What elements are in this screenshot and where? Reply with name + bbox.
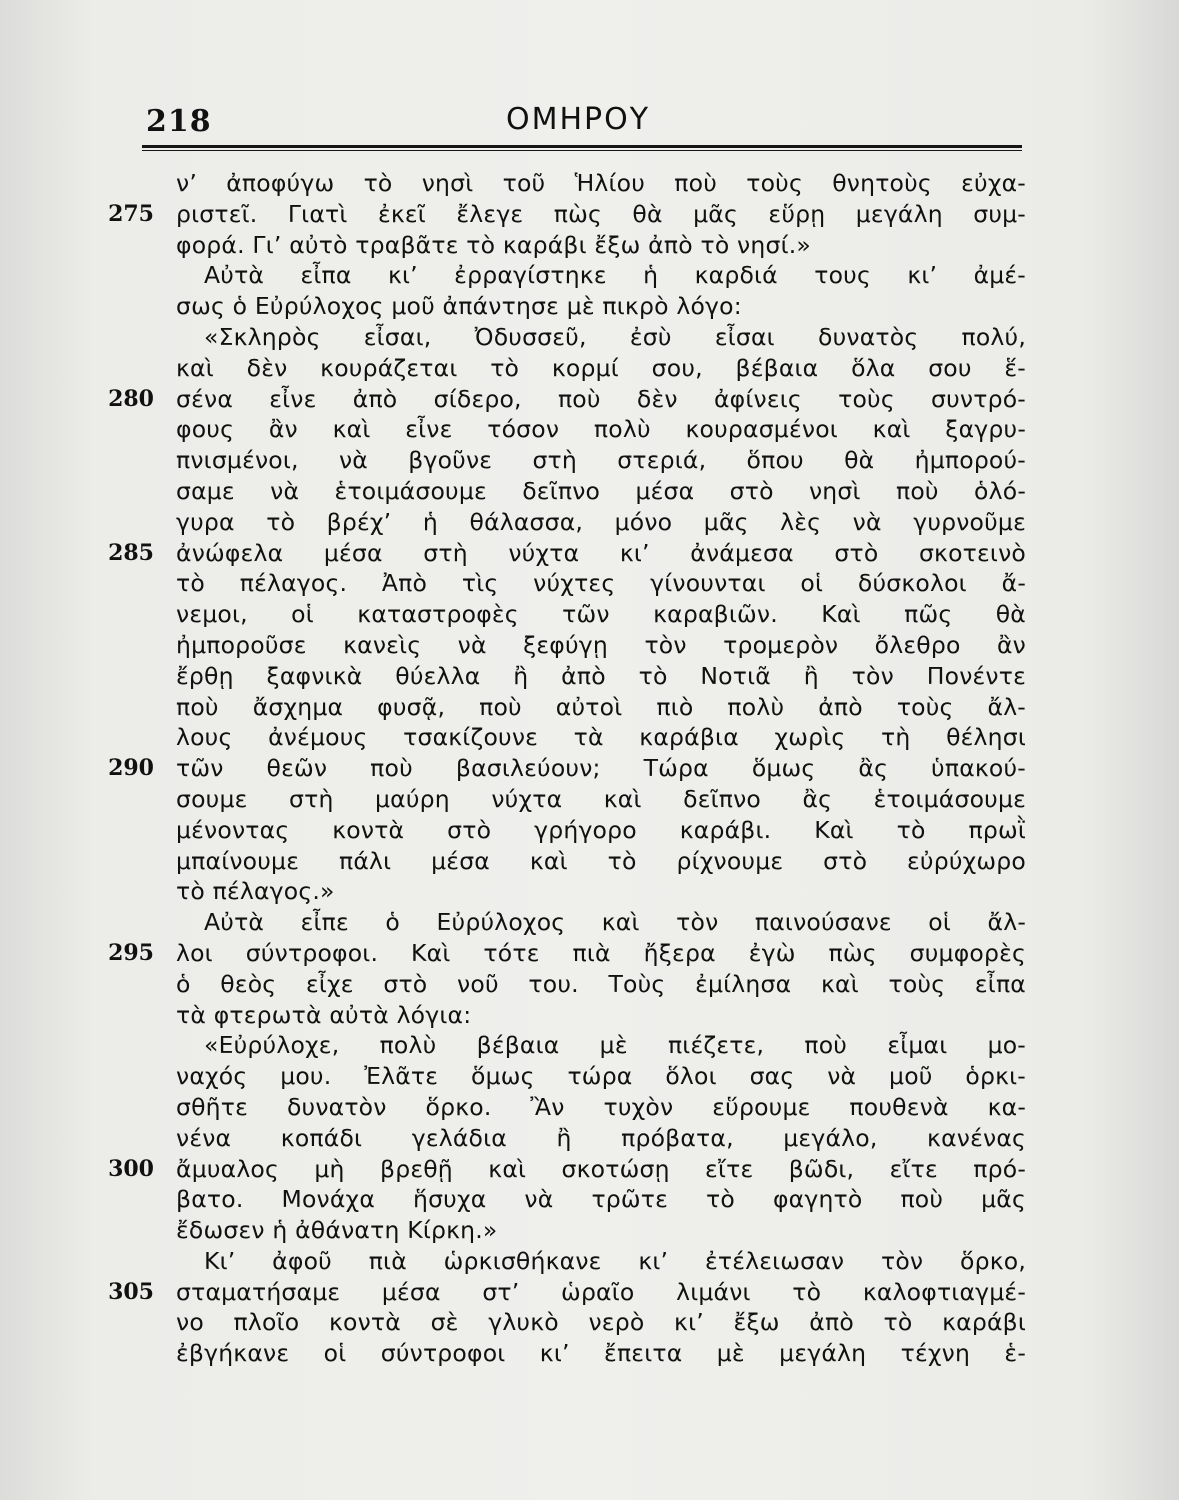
text-line xyxy=(100,722,1040,753)
verse-number: 305 xyxy=(108,1278,154,1305)
text-line xyxy=(100,260,1040,291)
verse-number: 295 xyxy=(108,939,154,966)
text-line xyxy=(100,1307,1040,1338)
text-line xyxy=(100,168,1040,199)
line-text: ἔρθῃ ξαφνικὰ θύελλα ἢ ἀπὸ τὸ Νοτιᾶ ἢ τὸν Πονέντε xyxy=(176,661,1026,690)
line-text: μένοντας κοντὰ στὸ γρήγορο καράβι. Καὶ τὸ πρωῒ xyxy=(176,815,1026,844)
line-text: σθῆτε δυνατὸν ὅρκο. Ἂν τυχὸν εὕρουμε πουθενὰ κα- xyxy=(176,1092,1026,1121)
text-line xyxy=(100,1000,1040,1031)
line-text: σένα εἶνε ἀπὸ σίδερο, ποὺ δὲν ἀφίνεις τοὺς συντρό- xyxy=(176,384,1026,413)
line-text: ἠμποροῦσε κανεὶς νὰ ξεφύγῃ τὸν τρομερὸν ὄλεθρο ἂν xyxy=(176,630,1026,659)
line-text: πνισμένοι, νὰ βγοῦνε στὴ στεριά, ὅπου θὰ ἠμπορού- xyxy=(176,446,1026,475)
page-header xyxy=(146,98,1022,144)
line-text: ἄμυαλος μὴ βρεθῇ καὶ σκοτώσῃ εἴτε βῶδι, εἴτε πρό- xyxy=(176,1154,1026,1183)
line-text: μπαίνουμε πάλι μέσα καὶ τὸ ρίχνουμε στὸ εὐρύχωρο xyxy=(176,846,1026,875)
text-line xyxy=(100,661,1040,692)
text-line xyxy=(100,353,1040,384)
line-text: ἐβγήκανε οἱ σύντροφοι κι’ ἔπειτα μὲ μεγάλη τέχνη ἑ- xyxy=(176,1339,1026,1368)
text-line xyxy=(100,815,1040,846)
text-line xyxy=(100,1123,1040,1154)
line-text: τῶν θεῶν ποὺ βασιλεύουν; Τώρα ὅμως ἂς ὑπακού- xyxy=(176,754,1026,783)
line-text: γυρα τὸ βρέχ’ ἡ θάλασσα, μόνο μᾶς λὲς νὰ γυρνοῦμε xyxy=(176,507,1026,536)
text-line xyxy=(100,784,1040,815)
text-line xyxy=(100,476,1040,507)
header-rule-thin xyxy=(142,150,1022,151)
line-text: ὁ θεὸς εἶχε στὸ νοῦ του. Τοὺς ἐμίλησα καὶ τοὺς εἶπα xyxy=(176,969,1026,998)
text-line xyxy=(100,384,1040,415)
line-text: λοι σύντροφοι. Καὶ τότε πιὰ ἤξερα ἐγὼ πὼς συμφορὲς xyxy=(176,938,1026,967)
verse-number: 285 xyxy=(108,539,154,566)
page-number: 218 xyxy=(146,104,212,139)
text-line xyxy=(100,199,1040,230)
text-line xyxy=(100,907,1040,938)
line-text: ριστεῖ. Γιατὶ ἐκεῖ ἔλεγε πὼς θὰ μᾶς εὕρῃ μεγάλη συμ- xyxy=(176,199,1026,228)
line-text: νο πλοῖο κοντὰ σὲ γλυκὸ νερὸ κι’ ἔξω ἀπὸ τὸ καράβι xyxy=(176,1308,1026,1337)
line-text: σουμε στὴ μαύρη νύχτα καὶ δεῖπνο ἂς ἑτοιμάσουμε xyxy=(176,784,1026,813)
line-text: τὰ φτερωτὰ αὐτὰ λόγια: xyxy=(176,1000,472,1029)
text-line xyxy=(100,414,1040,445)
text-line xyxy=(100,538,1040,569)
line-text: ἀνώφελα μέσα στὴ νύχτα κι’ ἀνάμεσα στὸ σκοτεινὸ xyxy=(176,538,1026,567)
text-line xyxy=(100,1154,1040,1185)
line-text: σως ὁ Εὐρύλοχος μοῦ ἀπάντησε μὲ πικρὸ λόγο: xyxy=(176,292,742,321)
text-line xyxy=(100,1338,1040,1369)
running-title: ΟΜΗΡΟΥ xyxy=(506,102,651,137)
verse-number: 290 xyxy=(108,755,154,782)
line-text: νεμοι, οἱ καταστροφὲς τῶν καραβιῶν. Καὶ πῶς θὰ xyxy=(176,600,1026,629)
text-line xyxy=(100,1246,1040,1277)
header-rule-thick xyxy=(142,145,1022,148)
text-line xyxy=(100,507,1040,538)
line-text: ποὺ ἄσχημα φυσᾷ, ποὺ αὐτοὶ πιὸ πολὺ ἀπὸ τοὺς ἄλ- xyxy=(176,692,1026,721)
text-line xyxy=(100,1277,1040,1308)
text-line xyxy=(100,1061,1040,1092)
text-line xyxy=(100,1092,1040,1123)
line-text: φους ἂν καὶ εἶνε τόσον πολὺ κουρασμένοι καὶ ξαγρυ- xyxy=(176,415,1026,444)
line-text: καὶ δὲν κουράζεται τὸ κορμί σου, βέβαια ὅλα σου ἕ- xyxy=(176,353,1026,382)
line-text: βατο. Μονάχα ἥσυχα νὰ τρῶτε τὸ φαγητὸ ποὺ μᾶς xyxy=(176,1185,1026,1214)
text-line xyxy=(100,938,1040,969)
verse-number: 280 xyxy=(108,385,154,412)
line-text: Κι’ ἀφοῦ πιὰ ὡρκισθήκανε κι’ ἐτέλειωσαν τὸν ὅρκο, xyxy=(204,1246,1026,1275)
text-line xyxy=(100,599,1040,630)
text-line xyxy=(100,1184,1040,1215)
verse-number: 275 xyxy=(108,200,154,227)
text-line xyxy=(100,969,1040,1000)
text-line xyxy=(100,876,1040,907)
text-line xyxy=(100,291,1040,322)
text-line xyxy=(100,1030,1040,1061)
text-line xyxy=(100,230,1040,261)
text-block xyxy=(100,168,1040,1369)
line-text: «Εὐρύλοχε, πολὺ βέβαια μὲ πιέζετε, ποὺ εἶμαι μο- xyxy=(204,1031,1026,1060)
line-text: νένα κοπάδι γελάδια ἢ πρόβατα, μεγάλο, κανένας xyxy=(176,1123,1026,1152)
text-line xyxy=(100,568,1040,599)
line-text: ἔδωσεν ἡ ἀθάνατη Κίρκη.» xyxy=(176,1216,498,1245)
line-text: ν’ ἀποφύγω τὸ νησὶ τοῦ Ἡλίου ποὺ τοὺς θνητοὺς εὐχα- xyxy=(176,169,1026,197)
line-text: σαμε νὰ ἑτοιμάσουμε δεῖπνο μέσα στὸ νησὶ ποὺ ὁλό- xyxy=(176,476,1026,505)
text-line xyxy=(100,445,1040,476)
text-line xyxy=(100,322,1040,353)
line-text: τὸ πέλαγος. Ἀπὸ τὶς νύχτες γίνουνται οἱ δύσκολοι ἄ- xyxy=(176,569,1026,598)
line-text: Αὐτὰ εἶπα κι’ ἐρραγίστηκε ἡ καρδιά τους κι’ ἀμέ- xyxy=(204,261,1026,290)
line-text: τὸ πέλαγος.» xyxy=(176,877,335,906)
line-text: ναχός μου. Ἐλᾶτε ὅμως τώρα ὅλοι σας νὰ μοῦ ὁρκι- xyxy=(176,1062,1026,1091)
text-line xyxy=(100,846,1040,877)
verse-number: 300 xyxy=(108,1155,154,1182)
line-text: Αὐτὰ εἶπε ὁ Εὐρύλοχος καὶ τὸν παινούσανε οἱ ἄλ- xyxy=(204,908,1026,937)
line-text: φορά. Γι’ αὐτὸ τραβᾶτε τὸ καράβι ἔξω ἀπὸ τὸ νησί.» xyxy=(176,230,811,259)
text-line xyxy=(100,630,1040,661)
line-text: λους ἀνέμους τσακίζουνε τὰ καράβια χωρὶς τὴ θέλησι xyxy=(176,723,1026,752)
line-text: σταματήσαμε μέσα στ’ ὡραῖο λιμάνι τὸ καλοφτιαγμέ- xyxy=(176,1277,1026,1306)
line-text: «Σκληρὸς εἶσαι, Ὀδυσσεῦ, ἐσὺ εἶσαι δυνατὸς πολύ, xyxy=(204,322,1026,351)
text-line xyxy=(100,1215,1040,1246)
text-line xyxy=(100,692,1040,723)
text-line xyxy=(100,753,1040,784)
